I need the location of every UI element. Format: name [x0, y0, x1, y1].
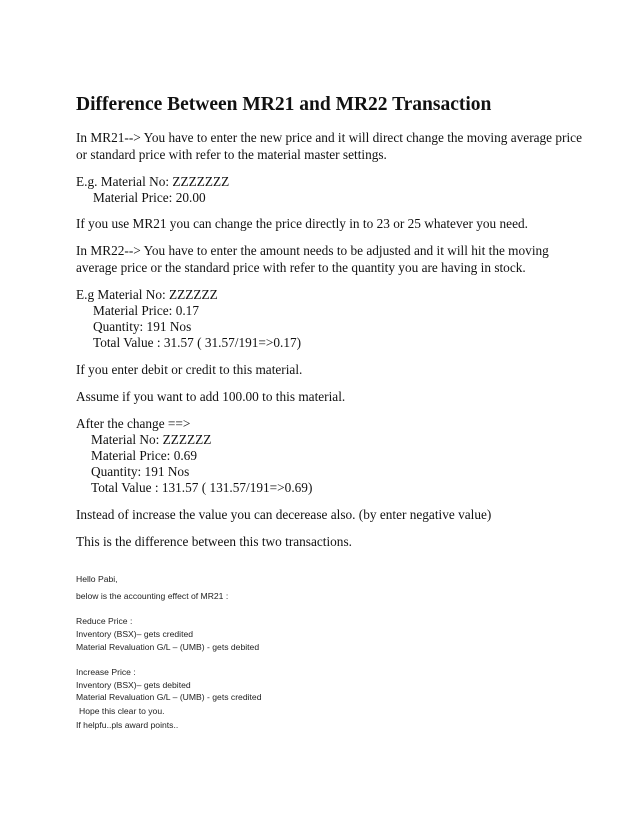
- example2-quantity: Quantity: 191 Nos: [93, 319, 192, 334]
- increase-inventory-line: Inventory (BSX)– gets debited: [76, 680, 191, 690]
- reduce-price-heading: Reduce Price :: [76, 616, 133, 626]
- hope-text: Hope this clear to you.: [79, 706, 165, 716]
- reduce-revaluation-line: Material Revaluation G/L – (UMB) - gets debited: [76, 642, 260, 652]
- difference-summary: This is the difference between this two transactions.: [76, 534, 352, 549]
- example2-material-no: E.g Material No: ZZZZZZ: [76, 287, 218, 302]
- reply-intro: below is the accounting effect of MR21 :: [76, 591, 229, 601]
- increase-revaluation-line: Material Revaluation G/L – (UMB) - gets credited: [76, 692, 262, 702]
- mr21-paragraph-line-2: or standard price with refer to the material master settings.: [76, 147, 387, 162]
- reply-greeting: Hello Pabi,: [76, 574, 118, 584]
- example2-material-price: Material Price: 0.17: [93, 303, 199, 318]
- example1-material-price: Material Price: 20.00: [93, 190, 206, 205]
- mr22-paragraph-line-2: average price or the standard price with refer to the quantity you are having in stock.: [76, 260, 526, 275]
- document-title: Difference Between MR21 and MR22 Transaction: [76, 94, 492, 115]
- debit-credit-text: If you enter debit or credit to this material.: [76, 362, 303, 377]
- reduce-inventory-line: Inventory (BSX)– gets credited: [76, 629, 194, 639]
- after-material-no: Material No: ZZZZZZ: [91, 432, 212, 447]
- mr21-usage-text: If you use MR21 you can change the price directly in to 23 or 25 whatever you need.: [76, 216, 528, 231]
- assume-add-text: Assume if you want to add 100.00 to this material.: [76, 389, 346, 404]
- after-change-heading: After the change ==>: [76, 416, 191, 431]
- example2-total-value: Total Value : 31.57 ( 31.57/191=>0.17): [93, 335, 302, 350]
- award-text: If helpfu..pls award points..: [76, 720, 179, 730]
- after-total-value: Total Value : 131.57 ( 131.57/191=>0.69): [91, 480, 313, 495]
- after-quantity: Quantity: 191 Nos: [91, 464, 190, 479]
- increase-price-heading: Increase Price :: [76, 667, 136, 677]
- mr22-paragraph-line-1: In MR22--> You have to enter the amount needs to be adjusted and it will hit the moving: [76, 243, 549, 258]
- example1-material-no: E.g. Material No: ZZZZZZZ: [76, 174, 230, 189]
- decrease-note: Instead of increase the value you can decerease also. (by enter negative value): [76, 507, 492, 522]
- after-material-price: Material Price: 0.69: [91, 448, 197, 463]
- mr21-paragraph-line-1: In MR21--> You have to enter the new price and it will direct change the moving average price: [76, 130, 582, 145]
